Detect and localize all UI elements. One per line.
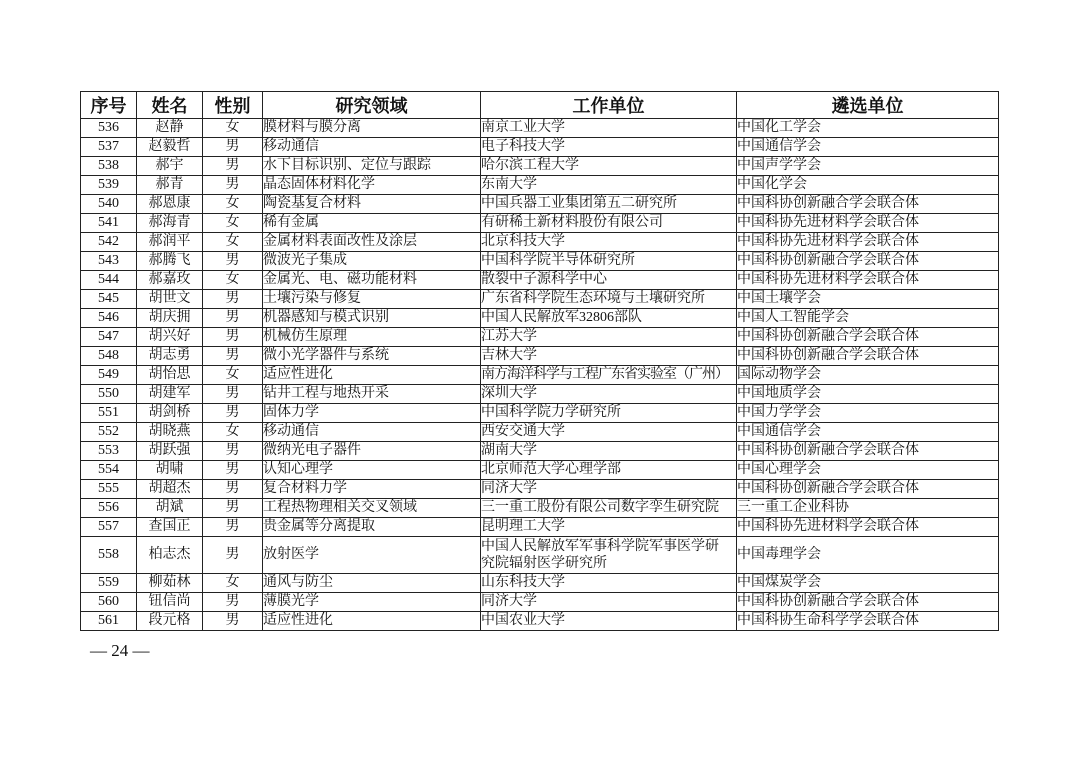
gender: 男 (203, 290, 263, 309)
person-name: 郝宇 (137, 157, 203, 176)
table-row (81, 480, 999, 499)
selecting-unit: 中国科协先进材料学会联合体 (737, 214, 999, 233)
work-unit: 中国兵器工业集团第五二研究所 (481, 195, 737, 214)
table-row (81, 233, 999, 252)
research-field: 通风与防尘 (263, 574, 481, 593)
research-field: 微纳光电子器件 (263, 442, 481, 461)
gender: 男 (203, 328, 263, 347)
person-name: 胡啸 (137, 461, 203, 480)
work-unit: 有研稀土新材料股份有限公司 (481, 214, 737, 233)
work-unit: 湖南大学 (481, 442, 737, 461)
gender: 女 (203, 233, 263, 252)
research-field: 钻井工程与地热开采 (263, 385, 481, 404)
research-field: 水下目标识别、定位与跟踪 (263, 157, 481, 176)
work-unit: 吉林大学 (481, 347, 737, 366)
selecting-unit: 中国科协创新融合学会联合体 (737, 195, 999, 214)
serial-number: 536 (81, 119, 137, 138)
gender: 男 (203, 309, 263, 328)
research-field: 移动通信 (263, 138, 481, 157)
table-row (81, 328, 999, 347)
selecting-unit: 中国科协先进材料学会联合体 (737, 518, 999, 537)
research-field: 土壤污染与修复 (263, 290, 481, 309)
table-row (81, 574, 999, 593)
work-unit: 昆明理工大学 (481, 518, 737, 537)
gender: 男 (203, 461, 263, 480)
gender: 男 (203, 518, 263, 537)
table-row (81, 518, 999, 537)
work-unit: 西安交通大学 (481, 423, 737, 442)
research-field: 机器感知与模式识别 (263, 309, 481, 328)
work-unit: 深圳大学 (481, 385, 737, 404)
person-name: 胡世文 (137, 290, 203, 309)
person-name: 胡斌 (137, 499, 203, 518)
gender: 女 (203, 271, 263, 290)
table-row (81, 612, 999, 631)
gender: 男 (203, 252, 263, 271)
gender: 男 (203, 480, 263, 499)
selecting-unit: 中国科协先进材料学会联合体 (737, 233, 999, 252)
header-serial-number: 序号 (81, 92, 137, 119)
table-row (81, 214, 999, 233)
serial-number: 537 (81, 138, 137, 157)
work-unit: 东南大学 (481, 176, 737, 195)
header-research-field: 研究领域 (263, 92, 481, 119)
research-field: 适应性进化 (263, 612, 481, 631)
serial-number: 540 (81, 195, 137, 214)
table-row (81, 309, 999, 328)
gender: 女 (203, 119, 263, 138)
header-name: 姓名 (137, 92, 203, 119)
selecting-unit: 中国土壤学会 (737, 290, 999, 309)
table-row (81, 119, 999, 138)
gender: 男 (203, 442, 263, 461)
work-unit: 哈尔滨工程大学 (481, 157, 737, 176)
work-unit: 散裂中子源科学中心 (481, 271, 737, 290)
work-unit (481, 537, 737, 574)
serial-number: 560 (81, 593, 137, 612)
table-row (81, 157, 999, 176)
research-field: 贵金属等分离提取 (263, 518, 481, 537)
gender: 男 (203, 404, 263, 423)
work-unit-text: 中国人民解放军军事科学院军事医学研究院辐射医学研究所 (481, 539, 719, 571)
person-name: 郝青 (137, 176, 203, 195)
person-name: 胡跃强 (137, 442, 203, 461)
selecting-unit: 中国科协先进材料学会联合体 (737, 271, 999, 290)
person-name: 查国正 (137, 518, 203, 537)
person-name: 胡兴好 (137, 328, 203, 347)
person-name: 柳茹林 (137, 574, 203, 593)
person-name: 胡剑桥 (137, 404, 203, 423)
work-unit: 中国农业大学 (481, 612, 737, 631)
table-row (81, 138, 999, 157)
table-row (81, 176, 999, 195)
work-unit: 江苏大学 (481, 328, 737, 347)
work-unit: 北京科技大学 (481, 233, 737, 252)
table-row (81, 499, 999, 518)
serial-number: 547 (81, 328, 137, 347)
serial-number: 553 (81, 442, 137, 461)
selecting-unit: 中国科协创新融合学会联合体 (737, 442, 999, 461)
serial-number: 542 (81, 233, 137, 252)
person-name: 郝恩康 (137, 195, 203, 214)
table-row (81, 593, 999, 612)
selecting-unit: 中国心理学会 (737, 461, 999, 480)
selecting-unit: 中国声学学会 (737, 157, 999, 176)
table-row (81, 195, 999, 214)
table-row (81, 461, 999, 480)
person-name: 段元格 (137, 612, 203, 631)
work-unit: 同济大学 (481, 593, 737, 612)
selecting-unit: 中国科协创新融合学会联合体 (737, 347, 999, 366)
person-name: 郝润平 (137, 233, 203, 252)
person-name: 胡建军 (137, 385, 203, 404)
person-name: 胡庆拥 (137, 309, 203, 328)
gender: 女 (203, 366, 263, 385)
work-unit: 南京工业大学 (481, 119, 737, 138)
selecting-unit: 中国科协创新融合学会联合体 (737, 593, 999, 612)
gender: 女 (203, 214, 263, 233)
research-field: 机械仿生原理 (263, 328, 481, 347)
person-name: 胡怡思 (137, 366, 203, 385)
research-field: 膜材料与膜分离 (263, 119, 481, 138)
research-field: 晶态固体材料化学 (263, 176, 481, 195)
serial-number: 541 (81, 214, 137, 233)
gender: 男 (203, 499, 263, 518)
serial-number: 543 (81, 252, 137, 271)
selecting-unit: 国际动物学会 (737, 366, 999, 385)
selecting-unit: 中国毒理学会 (737, 537, 999, 574)
person-name: 郝嘉玫 (137, 271, 203, 290)
table-row (81, 366, 999, 385)
table-row (81, 537, 999, 574)
selecting-unit: 中国通信学会 (737, 138, 999, 157)
selecting-unit: 中国地质学会 (737, 385, 999, 404)
table-row (81, 271, 999, 290)
serial-number: 552 (81, 423, 137, 442)
table-row (81, 442, 999, 461)
work-unit: 同济大学 (481, 480, 737, 499)
serial-number: 551 (81, 404, 137, 423)
person-name: 钮信尚 (137, 593, 203, 612)
gender: 男 (203, 138, 263, 157)
serial-number: 549 (81, 366, 137, 385)
selecting-unit: 中国力学学会 (737, 404, 999, 423)
serial-number: 544 (81, 271, 137, 290)
research-field: 固体力学 (263, 404, 481, 423)
table-row (81, 423, 999, 442)
selecting-unit: 中国科协创新融合学会联合体 (737, 252, 999, 271)
serial-number: 539 (81, 176, 137, 195)
serial-number: 538 (81, 157, 137, 176)
serial-number: 558 (81, 537, 137, 574)
gender: 男 (203, 385, 263, 404)
serial-number: 556 (81, 499, 137, 518)
research-field: 稀有金属 (263, 214, 481, 233)
selecting-unit: 三一重工企业科协 (737, 499, 999, 518)
research-field: 复合材料力学 (263, 480, 481, 499)
work-unit: 山东科技大学 (481, 574, 737, 593)
gender: 男 (203, 612, 263, 631)
serial-number: 559 (81, 574, 137, 593)
work-unit: 广东省科学院生态环境与土壤研究所 (481, 290, 737, 309)
gender: 女 (203, 423, 263, 442)
table-row (81, 404, 999, 423)
person-name: 赵静 (137, 119, 203, 138)
header-gender: 性别 (203, 92, 263, 119)
header-selecting-unit: 遴选单位 (737, 92, 999, 119)
serial-number: 561 (81, 612, 137, 631)
gender: 男 (203, 176, 263, 195)
selecting-unit: 中国科协创新融合学会联合体 (737, 328, 999, 347)
gender: 男 (203, 347, 263, 366)
research-field: 金属材料表面改性及涂层 (263, 233, 481, 252)
selecting-unit: 中国科协创新融合学会联合体 (737, 480, 999, 499)
selecting-unit: 中国煤炭学会 (737, 574, 999, 593)
table-header-row (81, 92, 999, 119)
work-unit: 北京师范大学心理学部 (481, 461, 737, 480)
table-row (81, 252, 999, 271)
serial-number: 548 (81, 347, 137, 366)
research-field: 微波光子集成 (263, 252, 481, 271)
serial-number: 555 (81, 480, 137, 499)
serial-number: 557 (81, 518, 137, 537)
person-name: 柏志杰 (137, 537, 203, 574)
research-field: 薄膜光学 (263, 593, 481, 612)
research-field: 移动通信 (263, 423, 481, 442)
selecting-unit: 中国人工智能学会 (737, 309, 999, 328)
research-field: 工程热物理相关交叉领域 (263, 499, 481, 518)
table-row (81, 347, 999, 366)
table-row (81, 385, 999, 404)
roster-table (80, 91, 999, 631)
research-field: 适应性进化 (263, 366, 481, 385)
selecting-unit: 中国科协生命科学学会联合体 (737, 612, 999, 631)
work-unit: 中国科学院力学研究所 (481, 404, 737, 423)
research-field: 陶瓷基复合材料 (263, 195, 481, 214)
person-name: 胡超杰 (137, 480, 203, 499)
research-field: 金属光、电、磁功能材料 (263, 271, 481, 290)
header-work-unit: 工作单位 (481, 92, 737, 119)
serial-number: 550 (81, 385, 137, 404)
gender: 男 (203, 593, 263, 612)
selecting-unit: 中国化工学会 (737, 119, 999, 138)
selecting-unit: 中国化学会 (737, 176, 999, 195)
work-unit: 中国科学院半导体研究所 (481, 252, 737, 271)
work-unit: 中国人民解放军32806部队 (481, 309, 737, 328)
work-unit: 三一重工股份有限公司数字孪生研究院 (481, 499, 737, 518)
research-field: 微小光学器件与系统 (263, 347, 481, 366)
person-name: 胡志勇 (137, 347, 203, 366)
person-name: 郝海青 (137, 214, 203, 233)
serial-number: 546 (81, 309, 137, 328)
serial-number: 545 (81, 290, 137, 309)
table-row (81, 290, 999, 309)
person-name: 郝腾飞 (137, 252, 203, 271)
gender: 男 (203, 157, 263, 176)
selecting-unit: 中国通信学会 (737, 423, 999, 442)
work-unit: 南方海洋科学与工程广东省实验室（广州） (481, 366, 737, 385)
gender: 女 (203, 574, 263, 593)
gender: 男 (203, 537, 263, 574)
work-unit: 电子科技大学 (481, 138, 737, 157)
serial-number: 554 (81, 461, 137, 480)
research-field: 放射医学 (263, 537, 481, 574)
research-field: 认知心理学 (263, 461, 481, 480)
person-name: 赵毅哲 (137, 138, 203, 157)
person-name: 胡晓燕 (137, 423, 203, 442)
gender: 女 (203, 195, 263, 214)
page-number: — 24 — (90, 641, 150, 660)
